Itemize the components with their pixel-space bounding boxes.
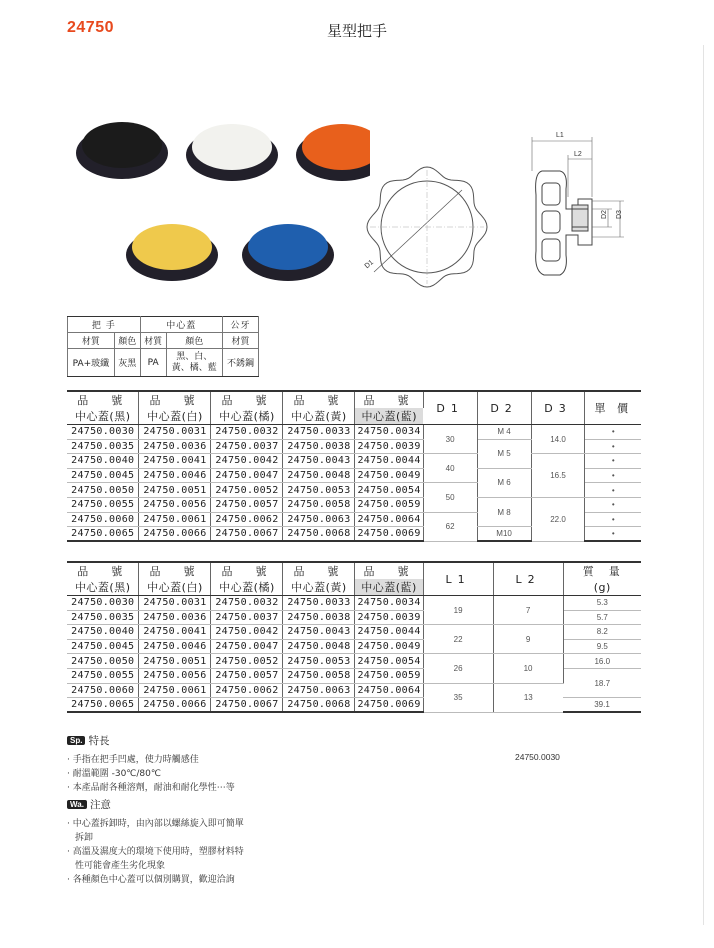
knob-black [76,122,168,179]
part-number-cell: 24750.0063 [283,683,355,698]
part-number-cell: 24750.0037 [211,610,283,625]
part-number-cell: 24750.0062 [211,512,283,527]
part-number-cell: 24750.0035 [67,610,139,625]
part-number-cell: 24750.0057 [211,668,283,683]
part-number-cell: 24750.0040 [67,625,139,640]
l1-cell: 35 [423,683,493,712]
pn-header: 品 號 [283,562,355,579]
part-number-cell: 24750.0035 [67,439,139,454]
knob-yellow [126,224,218,281]
d3-cell: 22.0 [531,497,585,541]
part-number-cell: 24750.0061 [139,683,211,698]
cap-orange-header: 中心蓋(橘) [211,408,283,425]
price-cell: • [585,468,641,483]
d1-cell: 40 [423,454,477,483]
l2-cell: 10 [493,654,563,683]
part-number-cell: 24750.0057 [211,497,283,512]
part-number-cell: 24750.0041 [139,625,211,640]
part-number-cell: 24750.0042 [211,625,283,640]
pn-header: 品 號 [67,562,139,579]
part-number-cell: 24750.0048 [283,468,355,483]
l1-cell: 26 [423,654,493,683]
d1-cell: 62 [423,512,477,541]
material-group-thread: 公牙 [222,317,258,333]
d1-cell: 30 [423,425,477,454]
pn-header: 品 號 [139,391,211,408]
part-number-cell: 24750.0052 [211,654,283,669]
material-subheader: 材質 [140,333,166,349]
product-photos [70,105,370,290]
caution-item: · 各種顏色中心蓋可以個別購買，歡迎洽詢 [67,875,235,885]
d2-cell: M10 [477,527,531,542]
table-row [67,654,641,669]
part-number-cell: 24750.0064 [355,512,423,527]
material-group-cap: 中心蓋 [140,317,222,333]
material-table [67,316,259,377]
l2-label: L2 [574,151,582,158]
part-number-cell: 24750.0065 [67,527,139,542]
part-number-cell: 24750.0054 [355,654,423,669]
feature-item: · 手指在把手凹處，使力時觸感佳 [67,755,199,765]
mass-cell: 5.7 [563,610,641,625]
part-number-cell: 24750.0058 [283,497,355,512]
part-number-cell: 24750.0060 [67,683,139,698]
mass-header: 質 量 [563,562,641,579]
dimension-price-table [67,390,641,542]
d2-label: D2 [601,210,608,219]
d1-header: D1 [423,391,477,425]
price-cell: • [585,497,641,512]
d2-header: D2 [477,391,531,425]
table-row [67,625,641,640]
part-number-cell: 24750.0060 [67,512,139,527]
features-section [67,733,317,795]
part-number-cell: 24750.0068 [283,698,355,713]
l2-header: L2 [493,562,563,596]
example-part-number: 24750.0030 [515,752,560,762]
pn-header: 品 號 [355,391,423,408]
pn-header: 品 號 [139,562,211,579]
material-value: 不銹鋼 [222,349,258,377]
pn-header: 品 號 [211,562,283,579]
pn-header: 品 號 [283,391,355,408]
part-number-cell: 24750.0065 [67,698,139,713]
d3-header: D3 [531,391,585,425]
part-number-cell: 24750.0061 [139,512,211,527]
pn-header: 品 號 [67,391,139,408]
part-number-cell: 24750.0034 [355,425,423,440]
part-number-cell: 24750.0068 [283,527,355,542]
part-number-cell: 24750.0066 [139,698,211,713]
part-number-cell: 24750.0049 [355,468,423,483]
d1-cell: 50 [423,483,477,512]
knob-white [186,124,278,181]
price-cell: • [585,425,641,440]
part-number-cell: 24750.0059 [355,668,423,683]
part-number-cell: 24750.0039 [355,439,423,454]
part-number-cell: 24750.0045 [67,639,139,654]
table-row [67,683,641,698]
l1-cell: 22 [423,625,493,654]
part-number-cell: 24750.0047 [211,639,283,654]
cautions-section [67,797,247,887]
cap-blue-header: 中心蓋(藍) [355,579,423,596]
part-number-cell: 24750.0039 [355,610,423,625]
part-number-cell: 24750.0056 [139,668,211,683]
d3-cell: 14.0 [531,425,585,454]
l2-cell: 9 [493,625,563,654]
material-subheader: 材質 [68,333,115,349]
part-number-cell: 24750.0054 [355,483,423,498]
part-number-cell: 24750.0046 [139,639,211,654]
material-value: 黑、白、 黃、橘、藍 [166,349,222,377]
price-cell: • [585,512,641,527]
l1-header: L1 [423,562,493,596]
d2-cell: M 4 [477,425,531,440]
pn-header: 品 號 [211,391,283,408]
d2-cell: M 5 [477,439,531,468]
d3-cell: 16.5 [531,454,585,498]
cap-yellow-header: 中心蓋(黃) [283,579,355,596]
part-number-cell: 24750.0030 [67,425,139,440]
mass-cell: 39.1 [563,698,641,713]
part-number-cell: 24750.0032 [211,596,283,611]
part-number-cell: 24750.0040 [67,454,139,469]
part-number-cell: 24750.0055 [67,668,139,683]
knob-orange [296,124,370,181]
material-value: 灰黑 [114,349,140,377]
mass-cell: 8.2 [563,625,641,640]
part-number-cell: 24750.0059 [355,497,423,512]
part-number-cell: 24750.0046 [139,468,211,483]
price-cell: • [585,527,641,542]
part-number-cell: 24750.0043 [283,625,355,640]
part-number-cell: 24750.0043 [283,454,355,469]
price-cell: • [585,454,641,469]
mass-cell: 16.0 [563,654,641,669]
part-number-cell: 24750.0033 [283,596,355,611]
part-number-cell: 24750.0036 [139,610,211,625]
part-number-cell: 24750.0051 [139,483,211,498]
d2-cell: M 6 [477,468,531,497]
part-number-cell: 24750.0031 [139,596,211,611]
mass-unit-header: (g) [563,579,641,596]
d2-cell: M 8 [477,497,531,526]
mass-cell: 18.7 [563,668,641,697]
front-view-drawing [362,162,492,292]
part-number-cell: 24750.0055 [67,497,139,512]
part-number-cell: 24750.0069 [355,698,423,713]
part-number-cell: 24750.0047 [211,468,283,483]
part-number-cell: 24750.0062 [211,683,283,698]
price-header: 單 價 [585,391,641,425]
material-subheader: 材質 [222,333,258,349]
price-cell: • [585,439,641,454]
part-number-cell: 24750.0053 [283,654,355,669]
part-number-cell: 24750.0048 [283,639,355,654]
material-value: PA [140,349,166,377]
table-row [67,596,641,611]
part-number-cell: 24750.0038 [283,439,355,454]
part-number-cell: 24750.0067 [211,698,283,713]
side-view-drawing [512,125,657,290]
l1-cell: 19 [423,596,493,625]
cap-black-header: 中心蓋(黑) [67,408,139,425]
material-subheader: 顏色 [166,333,222,349]
caution-item: · 高溫及濕度大的環境下使用時，塑膠材料特性可能會產生劣化現象 [67,847,244,871]
table-row [67,497,641,512]
part-number-cell: 24750.0034 [355,596,423,611]
cap-black-header: 中心蓋(黑) [67,579,139,596]
cap-white-header: 中心蓋(白) [139,408,211,425]
cap-yellow-header: 中心蓋(黃) [283,408,355,425]
feature-item: · 耐溫範圍 -30℃/80℃ [67,769,161,779]
part-number-cell: 24750.0049 [355,639,423,654]
part-number-cell: 24750.0045 [67,468,139,483]
table-row [67,454,641,469]
part-number-cell: 24750.0056 [139,497,211,512]
part-number-cell: 24750.0051 [139,654,211,669]
part-number-cell: 24750.0037 [211,439,283,454]
part-number-cell: 24750.0053 [283,483,355,498]
part-number-cell: 24750.0067 [211,527,283,542]
cap-white-header: 中心蓋(白) [139,579,211,596]
cap-blue-header: 中心蓋(藍) [355,408,423,425]
table-row [67,425,641,440]
sp-badge: Sp. [67,736,85,745]
l1-label: L1 [556,132,564,139]
part-number-cell: 24750.0031 [139,425,211,440]
part-number-cell: 24750.0042 [211,454,283,469]
d1-label: D1 [363,258,376,271]
d3-label: D3 [616,210,623,219]
cautions-title [67,797,247,812]
l2-cell: 13 [493,683,563,712]
dimension-mass-table [67,561,641,713]
part-number-cell: 24750.0058 [283,668,355,683]
part-number-cell: 24750.0069 [355,527,423,542]
caution-item: · 中心蓋拆卸時，由內部以螺絲旋入即可簡單拆卸 [67,819,244,843]
part-number-cell: 24750.0044 [355,454,423,469]
features-title [67,733,317,748]
part-number-cell: 24750.0050 [67,654,139,669]
page-edge-line [703,45,704,925]
mass-cell: 5.3 [563,596,641,611]
mass-cell: 9.5 [563,639,641,654]
part-number-cell: 24750.0044 [355,625,423,640]
product-code: 24750 [67,19,114,36]
page-title: 星型把手 [326,22,387,40]
cautions-heading: 注意 [89,799,111,811]
part-number-cell: 24750.0063 [283,512,355,527]
l2-cell: 7 [493,596,563,625]
part-number-cell: 24750.0038 [283,610,355,625]
material-group-handle: 把 手 [68,317,141,333]
price-cell: • [585,483,641,498]
part-number-cell: 24750.0036 [139,439,211,454]
part-number-cell: 24750.0041 [139,454,211,469]
material-subheader: 顏色 [114,333,140,349]
part-number-cell: 24750.0052 [211,483,283,498]
part-number-cell: 24750.0032 [211,425,283,440]
pn-header: 品 號 [355,562,423,579]
cap-orange-header: 中心蓋(橘) [211,579,283,596]
knob-blue [242,224,334,281]
part-number-cell: 24750.0066 [139,527,211,542]
feature-item: · 本產品耐各種溶劑，耐油和耐化學性⋯等 [67,783,235,793]
part-number-cell: 24750.0033 [283,425,355,440]
part-number-cell: 24750.0064 [355,683,423,698]
features-heading: 特長 [88,735,110,747]
part-number-cell: 24750.0030 [67,596,139,611]
material-value: PA+玻纖 [68,349,115,377]
wa-badge: Wa. [67,800,87,809]
part-number-cell: 24750.0050 [67,483,139,498]
